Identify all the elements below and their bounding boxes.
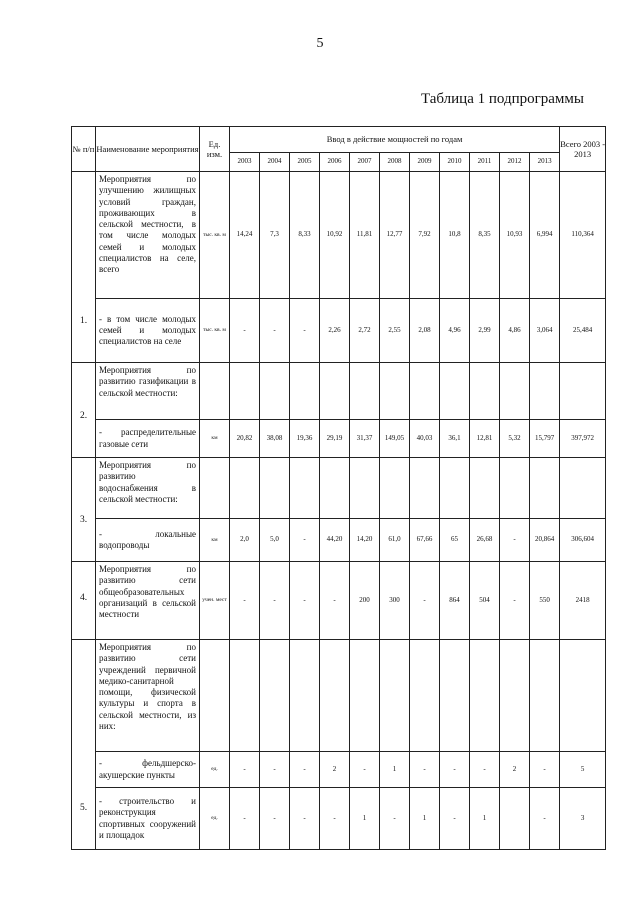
year-value: - [500, 519, 530, 562]
year-value: - [440, 788, 470, 850]
year-value [260, 640, 290, 752]
year-value: 2,99 [470, 299, 500, 363]
year-value: 1 [350, 788, 380, 850]
year-header: 2011 [470, 153, 500, 172]
year-value [500, 788, 530, 850]
year-value: 200 [350, 562, 380, 640]
row-number: 5. [72, 640, 96, 850]
year-value: - [260, 788, 290, 850]
year-value: 4,96 [440, 299, 470, 363]
year-value: - [410, 562, 440, 640]
year-value: 149,05 [380, 420, 410, 458]
year-header: 2012 [500, 153, 530, 172]
row-total: 306,604 [560, 519, 606, 562]
year-header: 2008 [380, 153, 410, 172]
year-value: 40,03 [410, 420, 440, 458]
year-value [410, 458, 440, 519]
year-value: 2,0 [230, 519, 260, 562]
row-unit: тыс. кв. м [200, 172, 230, 299]
year-value: 550 [530, 562, 560, 640]
year-value [470, 640, 500, 752]
year-value: 1 [410, 788, 440, 850]
year-value [410, 640, 440, 752]
year-value: 8,33 [290, 172, 320, 299]
table-row [72, 788, 606, 850]
year-value: - [530, 788, 560, 850]
year-value: - [290, 562, 320, 640]
row-name: - распределительные газовые сети [96, 420, 200, 458]
year-value [350, 458, 380, 519]
year-value [230, 363, 260, 420]
header-unit: Ед. изм. [200, 127, 230, 172]
year-value: 20,864 [530, 519, 560, 562]
table-body [72, 172, 606, 850]
year-value: 864 [440, 562, 470, 640]
row-unit: ед. [200, 788, 230, 850]
year-value [410, 363, 440, 420]
year-value: 10,92 [320, 172, 350, 299]
year-value: 61,0 [380, 519, 410, 562]
year-value: - [260, 752, 290, 788]
year-value [380, 363, 410, 420]
year-value: 4,86 [500, 299, 530, 363]
year-value: 10,93 [500, 172, 530, 299]
row-name: - локальные водопроводы [96, 519, 200, 562]
table-row [72, 420, 606, 458]
row-unit: км [200, 420, 230, 458]
year-value: - [530, 752, 560, 788]
year-value [290, 363, 320, 420]
row-unit: тыс. кв. м [200, 299, 230, 363]
year-value: 19,36 [290, 420, 320, 458]
year-value: - [320, 788, 350, 850]
row-total [560, 363, 606, 420]
year-value [440, 458, 470, 519]
year-value [380, 458, 410, 519]
year-value: 1 [470, 788, 500, 850]
year-value [350, 363, 380, 420]
year-value: 26,68 [470, 519, 500, 562]
year-value [260, 363, 290, 420]
table-row [72, 752, 606, 788]
year-value: 31,37 [350, 420, 380, 458]
year-value [320, 458, 350, 519]
year-value: 67,66 [410, 519, 440, 562]
subprogram-table [71, 126, 606, 850]
year-value: 2 [320, 752, 350, 788]
year-value: 11,81 [350, 172, 380, 299]
year-value: - [320, 562, 350, 640]
year-value: 12,77 [380, 172, 410, 299]
year-value [500, 363, 530, 420]
year-value: - [290, 752, 320, 788]
row-number: 1. [72, 172, 96, 363]
year-value [470, 363, 500, 420]
year-value: 300 [380, 562, 410, 640]
row-total: 3 [560, 788, 606, 850]
table-title: Таблица 1 подпрограммы [420, 91, 584, 107]
row-number: 2. [72, 363, 96, 458]
year-value: - [230, 752, 260, 788]
row-unit: учен. мест [200, 562, 230, 640]
year-value: 2,08 [410, 299, 440, 363]
year-value: 2 [500, 752, 530, 788]
year-value: 7,92 [410, 172, 440, 299]
year-value: - [380, 788, 410, 850]
year-value [230, 640, 260, 752]
row-name: Мероприятия по улучшению жилищных условий граждан, проживающих в сельской местности, в том числе молодых семей и молодых специалистов на селе, всего [96, 172, 200, 299]
year-value [320, 640, 350, 752]
year-value [440, 363, 470, 420]
year-value: - [440, 752, 470, 788]
table-row [72, 640, 606, 752]
row-name: Мероприятия по развитию водоснабжения в сельской местности: [96, 458, 200, 519]
year-value [440, 640, 470, 752]
year-header: 2006 [320, 153, 350, 172]
year-header: 2007 [350, 153, 380, 172]
year-value: 36,1 [440, 420, 470, 458]
year-value: 12,81 [470, 420, 500, 458]
year-value: 65 [440, 519, 470, 562]
row-name: - в том числе молодых семей и молодых специалистов на селе [96, 299, 200, 363]
year-value: 38,08 [260, 420, 290, 458]
year-value: - [290, 299, 320, 363]
row-total: 5 [560, 752, 606, 788]
table-row [72, 458, 606, 519]
table-row [72, 562, 606, 640]
year-value [230, 458, 260, 519]
year-value: 5,32 [500, 420, 530, 458]
header-total: Всего 2003 - 2013 [560, 127, 606, 172]
row-total: 25,484 [560, 299, 606, 363]
year-value [350, 640, 380, 752]
year-value: 14,24 [230, 172, 260, 299]
year-value: 504 [470, 562, 500, 640]
year-value [500, 640, 530, 752]
year-value: - [260, 299, 290, 363]
year-value: - [500, 562, 530, 640]
row-number: 4. [72, 562, 96, 640]
year-value [530, 640, 560, 752]
year-value: - [470, 752, 500, 788]
year-value: 2,55 [380, 299, 410, 363]
year-value [530, 458, 560, 519]
year-value: - [260, 562, 290, 640]
year-value [500, 458, 530, 519]
row-name: Мероприятия по развитию сети учреждений первичной медико-санитарной помощи, физической культуры и спорта в сельской местности, из них: [96, 640, 200, 752]
page-number: 5 [316, 36, 324, 51]
year-value: 2,26 [320, 299, 350, 363]
year-value: 14,20 [350, 519, 380, 562]
year-value [530, 363, 560, 420]
row-total: 110,364 [560, 172, 606, 299]
year-value: 10,8 [440, 172, 470, 299]
row-unit: ед. [200, 752, 230, 788]
header-num: № п/п [72, 127, 96, 172]
year-value: 20,82 [230, 420, 260, 458]
year-value: 1 [380, 752, 410, 788]
year-value: - [350, 752, 380, 788]
table-row [72, 172, 606, 299]
row-name: - строительство и реконструкция спортивных сооружений и площадок [96, 788, 200, 850]
header-name: Наименование мероприятия [96, 127, 200, 172]
year-value: 5,0 [260, 519, 290, 562]
year-header: 2010 [440, 153, 470, 172]
year-value: 6,994 [530, 172, 560, 299]
row-unit [200, 640, 230, 752]
header-group: Ввод в действие мощностей по годам [230, 127, 560, 153]
row-unit: км [200, 519, 230, 562]
year-value: 3,064 [530, 299, 560, 363]
year-value [260, 458, 290, 519]
row-number: 3. [72, 458, 96, 562]
year-value [320, 363, 350, 420]
row-total: 397,972 [560, 420, 606, 458]
table-row [72, 519, 606, 562]
row-total [560, 458, 606, 519]
year-header: 2013 [530, 153, 560, 172]
row-name: Мероприятия по развитию газификации в сельской местности: [96, 363, 200, 420]
table-row [72, 363, 606, 420]
row-name: Мероприятия по развитию сети общеобразовательных организаций в сельской местности [96, 562, 200, 640]
year-value: - [230, 788, 260, 850]
year-value [380, 640, 410, 752]
year-value: - [410, 752, 440, 788]
year-value: 44,20 [320, 519, 350, 562]
row-unit [200, 363, 230, 420]
year-value [290, 458, 320, 519]
year-value: 2,72 [350, 299, 380, 363]
year-value: - [290, 519, 320, 562]
year-header: 2004 [260, 153, 290, 172]
year-value: 7,3 [260, 172, 290, 299]
year-value: - [290, 788, 320, 850]
year-value [470, 458, 500, 519]
row-name: - фельдшерско-акушерские пункты [96, 752, 200, 788]
year-value: - [230, 562, 260, 640]
year-value: 15,797 [530, 420, 560, 458]
year-header: 2003 [230, 153, 260, 172]
year-header: 2009 [410, 153, 440, 172]
row-total: 2418 [560, 562, 606, 640]
year-value: - [230, 299, 260, 363]
year-value: 8,35 [470, 172, 500, 299]
year-header: 2005 [290, 153, 320, 172]
year-value [290, 640, 320, 752]
row-unit [200, 458, 230, 519]
table-row [72, 299, 606, 363]
year-value: 29,19 [320, 420, 350, 458]
row-total [560, 640, 606, 752]
